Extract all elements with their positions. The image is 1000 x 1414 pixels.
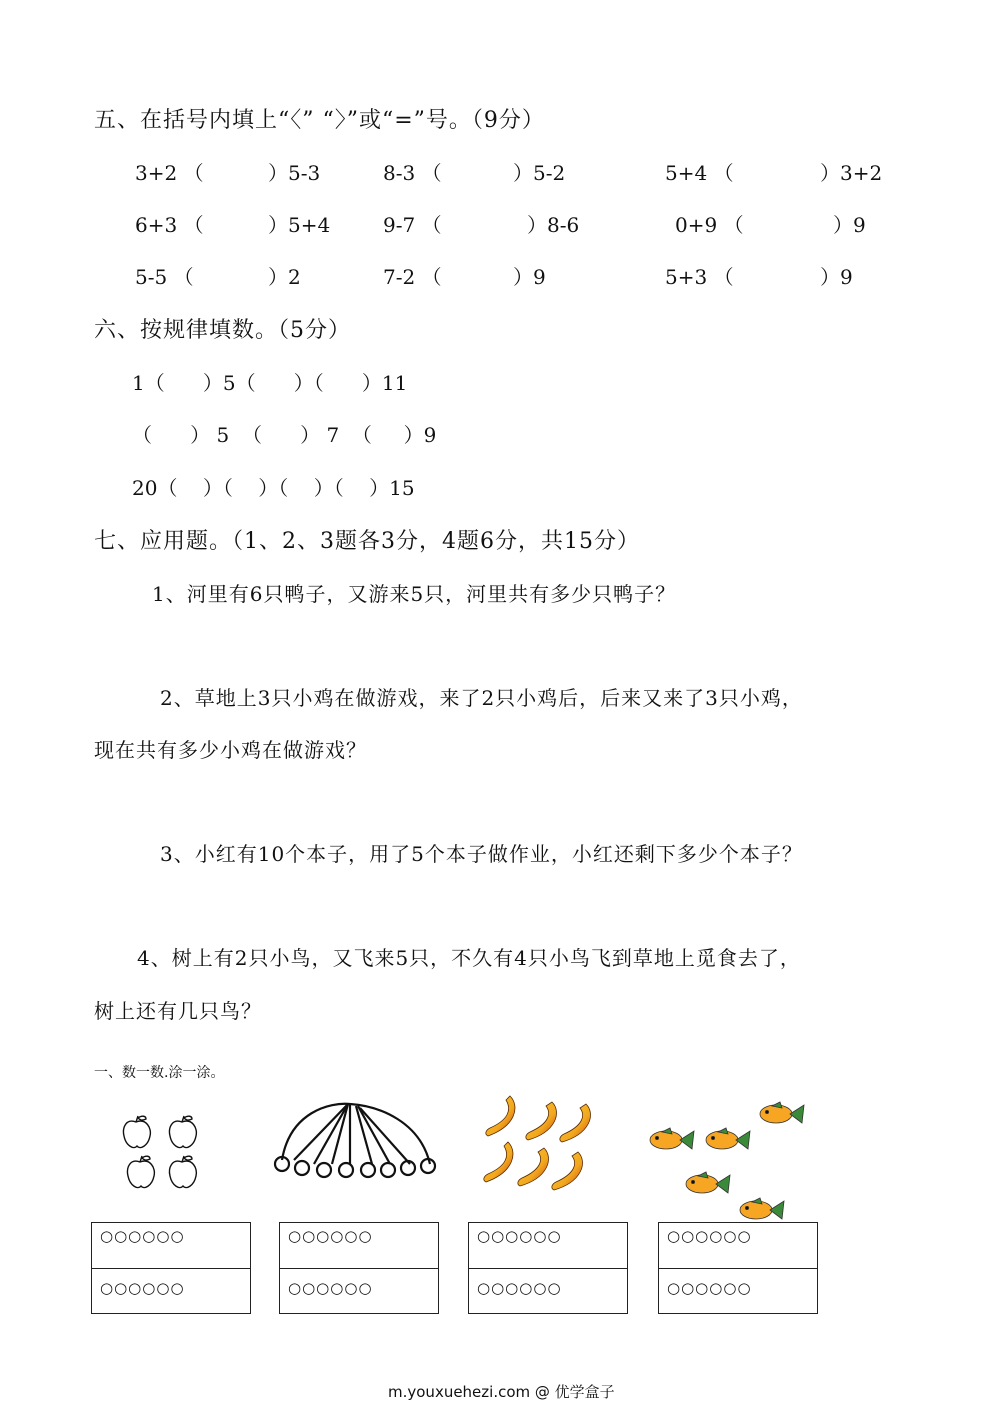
compare-item: 9-7 （ xyxy=(383,213,442,237)
compare-item: 5+3 （ xyxy=(665,265,734,289)
pattern-row: 1（ ）5（ ）（ ）11 xyxy=(132,371,408,395)
fish-icon xyxy=(648,1098,816,1228)
question-2-line2: 现在共有多少小鸡在做游戏？ xyxy=(94,738,367,762)
answer-box xyxy=(658,1222,818,1314)
question-3: 3、小红有10个本子，用了5个本子做作业，小红还剩下多少个本子？ xyxy=(160,842,803,866)
circle-row[interactable]: ○○○○○○ xyxy=(100,1227,185,1245)
compare-item: ）9 xyxy=(833,213,866,237)
compare-item: ）5-2 xyxy=(513,161,566,185)
apple-icon xyxy=(120,1110,210,1192)
section5-heading: 五、在括号内填上“〈” “〉”或“=”号。（9分） xyxy=(94,108,545,133)
compare-item: 5-5 （ xyxy=(135,265,194,289)
compare-item: ）2 xyxy=(268,265,301,289)
circle-row[interactable]: ○○○○○○ xyxy=(667,1279,752,1297)
beads-icon xyxy=(270,1102,440,1182)
banana-icon xyxy=(474,1092,596,1196)
circle-row[interactable]: ○○○○○○ xyxy=(288,1227,373,1245)
answer-box xyxy=(468,1222,628,1314)
compare-item: 7-2 （ xyxy=(383,265,442,289)
compare-item: 6+3 （ xyxy=(135,213,204,237)
compare-item: ）8-6 xyxy=(527,213,580,237)
section1-heading: 一、数一数.涂一涂。 xyxy=(94,1065,225,1081)
pattern-row: （ ） 5 （ ） 7 （ ）9 xyxy=(132,423,437,447)
question-4-line2: 树上还有几只鸟？ xyxy=(94,999,262,1023)
answer-box xyxy=(279,1222,439,1314)
compare-item: ）5-3 xyxy=(268,161,321,185)
section7-heading: 七、应用题。（1、2、3题各3分，4题6分，共15分） xyxy=(94,529,640,554)
circle-row[interactable]: ○○○○○○ xyxy=(477,1227,562,1245)
question-1: 1、河里有6只鸭子，又游来5只，河里共有多少只鸭子？ xyxy=(152,582,677,606)
compare-item: ）3+2 xyxy=(820,161,883,185)
question-4-line1: 4、树上有2只小鸟，又飞来5只，不久有4只小鸟飞到草地上觅食去了， xyxy=(137,946,801,970)
circle-row[interactable]: ○○○○○○ xyxy=(288,1279,373,1297)
compare-item: 3+2 （ xyxy=(135,161,204,185)
circle-row[interactable]: ○○○○○○ xyxy=(667,1227,752,1245)
pattern-row: 20（ ）（ ）（ ）（ ）15 xyxy=(132,476,415,500)
compare-item: 8-3 （ xyxy=(383,161,442,185)
compare-item: ）5+4 xyxy=(268,213,331,237)
compare-item: 0+9 （ xyxy=(675,213,744,237)
compare-item: 5+4 （ xyxy=(665,161,734,185)
section6-heading: 六、按规律填数。（5分） xyxy=(94,318,351,343)
answer-box xyxy=(91,1222,251,1314)
footer-watermark: m.youxuehezi.com @ 优学盒子 xyxy=(388,1383,615,1401)
circle-row[interactable]: ○○○○○○ xyxy=(100,1279,185,1297)
compare-item: ）9 xyxy=(513,265,546,289)
question-2-line1: 2、草地上3只小鸡在做游戏，来了2只小鸡后，后来又来了3只小鸡， xyxy=(160,686,803,710)
compare-item: ）9 xyxy=(820,265,853,289)
circle-row[interactable]: ○○○○○○ xyxy=(477,1279,562,1297)
